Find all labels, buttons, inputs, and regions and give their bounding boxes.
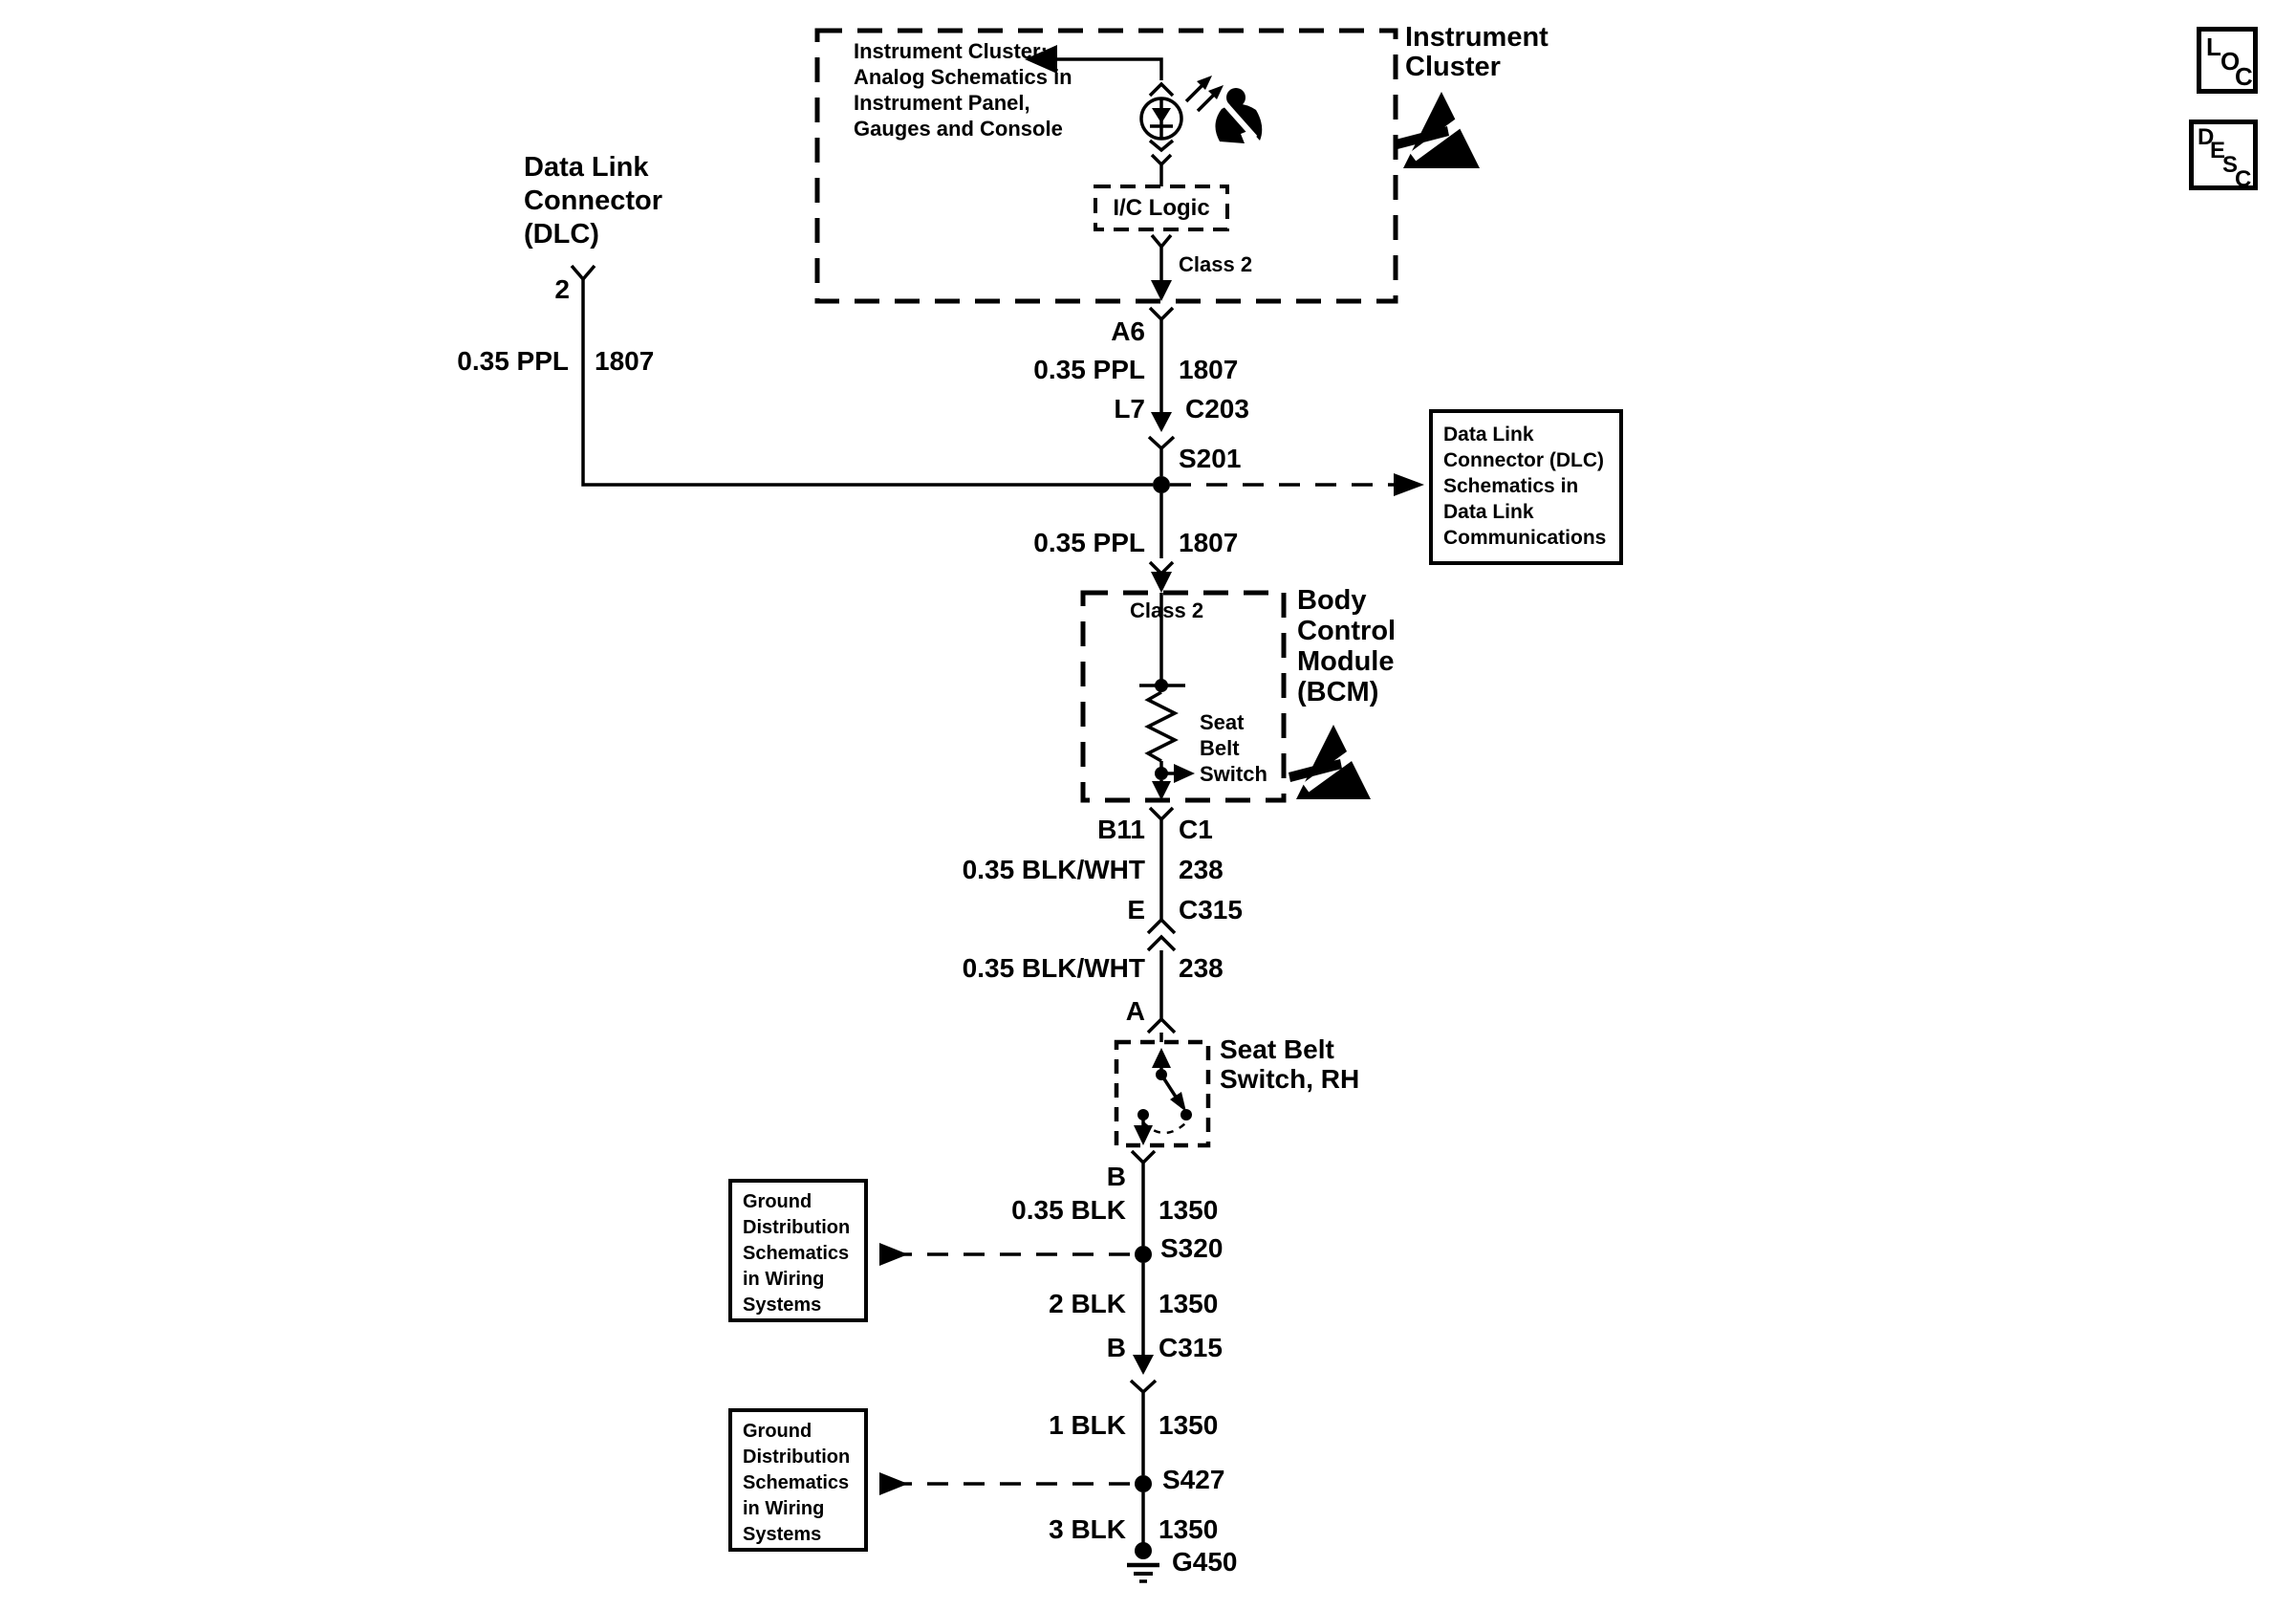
ic-logic-label: I/C Logic — [1113, 194, 1210, 221]
wire-color-label: 1 BLK — [1049, 1410, 1126, 1440]
desc-letter: S — [2222, 152, 2239, 178]
connector-chevron-icon — [1150, 141, 1173, 150]
seat-belt-switch-title: Seat Belt Switch, RH — [1220, 1034, 1360, 1094]
blkwht-238-wire — [1148, 808, 1175, 1042]
pin-b-label: B — [1106, 1333, 1126, 1362]
connector-c203-label: C203 — [1185, 394, 1249, 424]
wire-circuit-label: 1807 — [595, 346, 655, 376]
desc-button[interactable] — [2189, 120, 2258, 190]
seat-belt-indicator-lamp-icon — [1141, 98, 1181, 139]
ground-distribution-reference[interactable]: Ground Distribution Schematics in Wiring Systems — [728, 1179, 868, 1322]
down-arrowhead-icon — [1152, 781, 1171, 800]
esd-sensitive-device-icon — [1396, 92, 1480, 168]
connector-b-icon — [1132, 1151, 1155, 1246]
splice-s320-dot — [1135, 1246, 1152, 1263]
connector-c1-label: C1 — [1179, 815, 1213, 844]
right-arrowhead-icon — [879, 1243, 908, 1266]
desc-letter: D — [2198, 124, 2215, 150]
loc-letter: L — [2206, 33, 2221, 61]
right-arrowhead-icon — [1174, 764, 1195, 783]
dlc-schematics-reference[interactable]: Data Link Connector (DLC) Schematics in Data Link Communications — [1429, 409, 1623, 565]
right-arrowhead-icon — [1394, 473, 1424, 496]
pin-b11-label: B11 — [1097, 815, 1145, 844]
connector-chevron-icon — [1150, 84, 1173, 96]
connector-c1-icon — [1150, 808, 1173, 920]
down-arrowhead-icon — [1151, 572, 1172, 593]
wire-circuit-label: 1807 — [1179, 355, 1239, 384]
instrument-cluster-note: Instrument Cluster: Analog Schematics in Instrument Panel, Gauges and Console — [854, 39, 1072, 141]
connector-c315-label: C315 — [1179, 895, 1243, 925]
wire-color-label: 0.35 BLK — [1011, 1195, 1126, 1225]
connector-c315-icon — [1148, 920, 1175, 950]
class2-serial-data-wire — [1149, 308, 1174, 593]
esd-sensitive-device-icon — [1289, 725, 1371, 799]
down-arrowhead-icon — [1151, 280, 1172, 301]
pin-b-label: B — [1106, 1162, 1126, 1191]
s201-reference-line — [1170, 473, 1424, 496]
splice-s320-label: S320 — [1160, 1233, 1224, 1263]
class2-label-cluster: Class 2 — [1179, 252, 1253, 276]
connector-a6-icon — [1150, 308, 1173, 424]
loc-letter: C — [2235, 62, 2253, 91]
s427-reference-line — [879, 1472, 1135, 1495]
connector-c315-lower-icon — [1133, 1355, 1154, 1375]
wire-circuit-label: 1350 — [1159, 1514, 1219, 1544]
instrument-cluster-title: Instrument Cluster — [1405, 22, 1549, 82]
bcm-resistor-label: Seat Belt Switch — [1200, 710, 1267, 786]
connector-a-icon — [1148, 1019, 1175, 1033]
desc-letter: C — [2235, 166, 2252, 192]
inline-connector-icon — [1152, 155, 1171, 186]
ground-g450-icon — [1127, 1542, 1159, 1581]
splice-s201-label: S201 — [1179, 444, 1242, 473]
ground-g450-label: G450 — [1172, 1547, 1238, 1577]
s320-reference-line — [879, 1243, 1135, 1266]
splice-s427-label: S427 — [1162, 1465, 1225, 1494]
light-rays-icon — [1186, 76, 1224, 111]
splice-s201-dot — [1153, 476, 1170, 493]
resistor-icon — [1148, 692, 1175, 761]
wire-color-label: 3 BLK — [1049, 1514, 1126, 1544]
desc-letter: E — [2210, 138, 2226, 163]
dlc-pin-label: 2 — [554, 274, 570, 304]
dlc-pin-connector-icon — [572, 266, 595, 279]
dlc-title: Data Link Connector (DLC) — [524, 152, 662, 250]
wire-circuit-label: 1807 — [1179, 528, 1239, 557]
loc-letter: O — [2220, 47, 2241, 76]
fastened-seat-belt-icon — [1215, 88, 1262, 143]
wire-color-label: 2 BLK — [1049, 1289, 1126, 1318]
wire-circuit-label: 1350 — [1159, 1289, 1219, 1318]
seat-belt-switch-internal — [1134, 1048, 1192, 1145]
splice-s427-dot — [1135, 1475, 1152, 1492]
wire-circuit-label: 238 — [1179, 855, 1224, 884]
connector-c315-label: C315 — [1159, 1333, 1223, 1362]
down-arrowhead-icon — [1134, 1125, 1153, 1145]
pin-e-label: E — [1127, 895, 1145, 925]
connector-c203-icon — [1151, 412, 1172, 432]
ground-distribution-reference[interactable]: Ground Distribution Schematics in Wiring Systems — [728, 1408, 868, 1552]
loc-button[interactable] — [2197, 27, 2258, 94]
wire-color-label: 0.35 BLK/WHT — [962, 953, 1145, 983]
pin-a6-label: A6 — [1111, 316, 1145, 346]
wire-color-label: 0.35 BLK/WHT — [962, 855, 1145, 884]
wire-color-label: 0.35 PPL — [457, 346, 569, 376]
wire-circuit-label: 1350 — [1159, 1195, 1219, 1225]
bcm-internal-circuit — [1139, 593, 1195, 800]
wire-circuit-label: 238 — [1179, 953, 1224, 983]
right-arrowhead-icon — [879, 1472, 908, 1495]
bcm-title: Body Control Module (BCM) — [1297, 585, 1397, 707]
class2-label-bcm: Class 2 — [1130, 598, 1204, 622]
wire-circuit-label: 1350 — [1159, 1410, 1219, 1440]
wire-color-label: 0.35 PPL — [1033, 355, 1145, 384]
blk-1350-ground-wire — [1127, 1151, 1159, 1581]
wire-color-label: 0.35 PPL — [1033, 528, 1145, 557]
pin-l7-label: L7 — [1114, 394, 1145, 424]
pin-a-label: A — [1125, 996, 1145, 1026]
